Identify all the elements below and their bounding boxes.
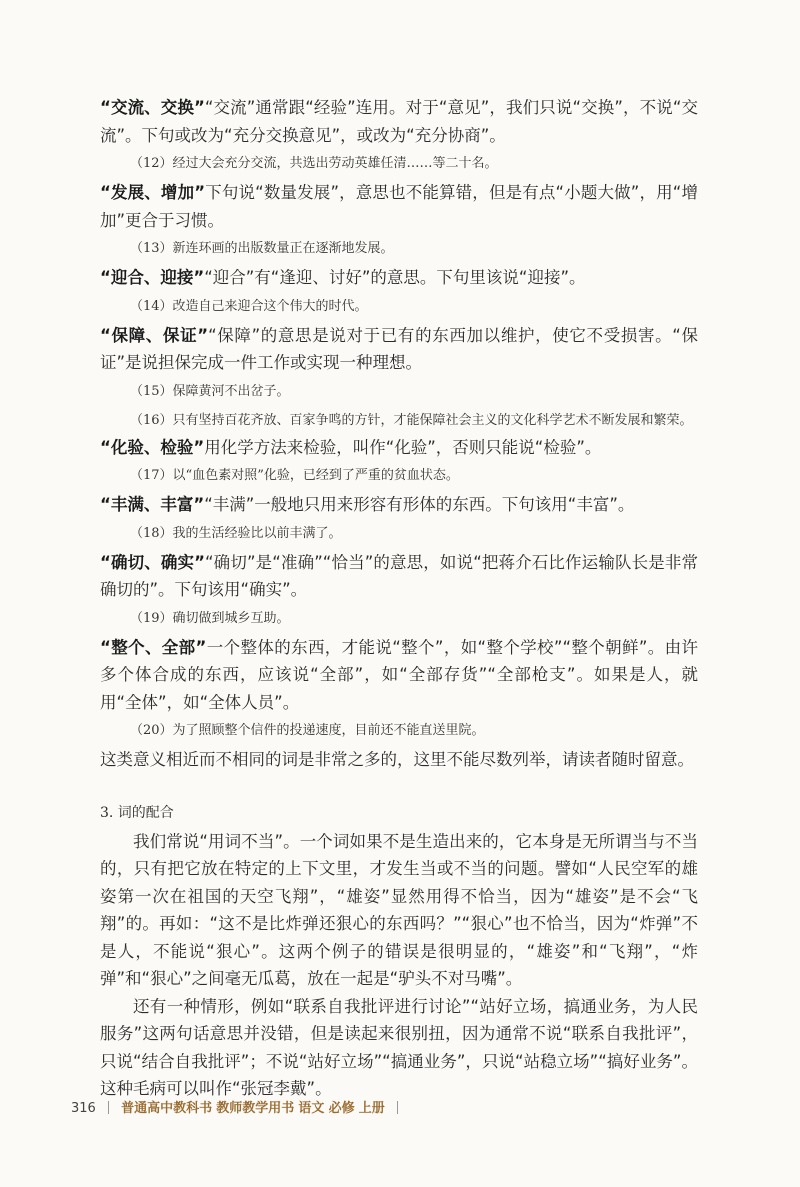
footer-level: 必修 bbox=[328, 1101, 355, 1116]
entry-text: “交流”通常跟“经验”连用。对于“意见”，我们只说“交换”，不说“交流”。下句或改为“充分交换意见”，或改为“充分协商”。 bbox=[100, 98, 698, 145]
entry-term: “确切、确实” bbox=[100, 552, 205, 572]
footer-divider bbox=[397, 1101, 398, 1114]
entry-term: “发展、增加” bbox=[100, 183, 206, 202]
entry-text: “保障”的意思是说对于已有的东西加以维护，使它不受损害。“保证”是说担保完成一件工作或实现一种理想。 bbox=[100, 325, 698, 372]
closing-paragraph: 这类意义相近而不相同的词是非常之多的，这里不能尽数列举，请读者随时留意。 bbox=[100, 750, 694, 769]
example-sentence: （19）确切做到城乡互助。 bbox=[130, 610, 290, 626]
entry-term: “保障、保证” bbox=[100, 325, 209, 345]
example-sentence: （12）经过大会充分交流，共选出劳动英雄任清……等二十名。 bbox=[130, 156, 498, 171]
footer-series: 普通高中教科书 bbox=[121, 1101, 213, 1116]
page-footer bbox=[71, 1097, 406, 1116]
footer-book: 教师教学用书 bbox=[216, 1101, 295, 1116]
section-paragraph: 还有一种情形，例如“联系自我批评进行讨论”“站好立场，搞通业务，为人民服务”这两句话意思并没错，但是读起来很别扭，因为通常不说“联系自我批评”，只说“结合自我批评”；不说“站好立场”“搞通业务”，只说“站稳立场”“搞好业务”。这种毛病可以叫作“张冠李戴”。 bbox=[100, 996, 698, 1098]
section-heading: 3. 词的配合 bbox=[100, 804, 174, 821]
entry-text: “确切”是“准确”“恰当”的意思，如说“把蒋介石比作运输队长是非常确切的”。下句该用“确实”。 bbox=[100, 552, 698, 599]
section-gap bbox=[100, 774, 698, 798]
example-sentence: （20）为了照顾整个信件的投递速度，目前还不能直送里院。 bbox=[130, 723, 485, 738]
entry-text: 一个整体的东西，才能说“整个”，如“整个学校”“整个朝鲜”。由许多个体合成的东西，应该说“全部”，如“全部存货”“全部枪支”。如果是人，就用“全体”，如“全体人员”。 bbox=[100, 637, 698, 712]
entry-text: “迎合”有“逢迎、讨好”的意思。下句里该说“迎接”。 bbox=[204, 268, 586, 287]
footer-volume: 上册 bbox=[358, 1101, 385, 1116]
entry-paragraph bbox=[100, 322, 698, 377]
example-sentence: （15）保障黄河不出岔子。 bbox=[130, 383, 290, 399]
entry-paragraph bbox=[100, 94, 698, 149]
entry-paragraph bbox=[100, 549, 698, 604]
entry-paragraph bbox=[100, 434, 698, 462]
footer-subject: 语文 bbox=[298, 1101, 325, 1116]
footer-divider bbox=[108, 1101, 109, 1114]
example-sentence: （17）以“血色素对照”化验，已经到了严重的贫血状态。 bbox=[130, 468, 459, 483]
entry-paragraph bbox=[100, 264, 698, 292]
entry-term: “整个、全部” bbox=[100, 637, 207, 657]
entry-term: “丰满、丰富” bbox=[100, 495, 205, 514]
page-number: 316 bbox=[71, 1101, 96, 1116]
example-sentence: （13）新连环画的出版数量正在逐渐地发展。 bbox=[130, 241, 394, 256]
entry-text: “丰满”一般地只用来形容有形体的东西。下句该用“丰富”。 bbox=[204, 495, 635, 514]
example-sentence: （18）我的生活经验比以前丰满了。 bbox=[130, 525, 342, 541]
entry-term: “迎合、迎接” bbox=[100, 268, 205, 287]
section-paragraph: 我们常说“用词不当”。一个词如果不是生造出来的，它本身是无所谓当与不当的，只有把它放在特定的上下文里，才发生当或不当的问题。譬如“人民空军的雄姿第一次在祖国的天空飞翔”，“雄姿”显然用得不恰当，因为“雄姿”是不会“飞翔”的。再如：“这不是比炸弹还狠心的东西吗？”“狠心”也不恰当，因为“炸弹”不是人，不能说“狠心”。这两个例子的错误是很明显的，“雄姿”和“飞翔”，“炸弹”和“狠心”之间毫无瓜葛，放在一起是“驴头不对马嘴”。 bbox=[100, 831, 698, 988]
entry-paragraph bbox=[100, 491, 698, 519]
entry-term: “交流、交换” bbox=[100, 98, 205, 117]
example-sentence: （14）改造自己来迎合这个伟大的时代。 bbox=[130, 298, 368, 314]
entry-paragraph bbox=[100, 179, 698, 234]
entry-term: “化验、检验” bbox=[100, 437, 205, 457]
entry-paragraph bbox=[100, 634, 698, 717]
example-sentence: （16）只有坚持百花齐放、百家争鸣的方针，才能保障社会主义的文化科学艺术不断发展和繁荣。 bbox=[130, 412, 693, 428]
body-text bbox=[100, 94, 698, 1103]
entry-text: 用化学方法来检验，叫作“化验”，否则只能说“检验”。 bbox=[204, 437, 602, 457]
entry-text: 下句说“数量发展”，意思也不能算错，但是有点“小题大做”，用“增加”更合于习惯。 bbox=[100, 183, 698, 230]
